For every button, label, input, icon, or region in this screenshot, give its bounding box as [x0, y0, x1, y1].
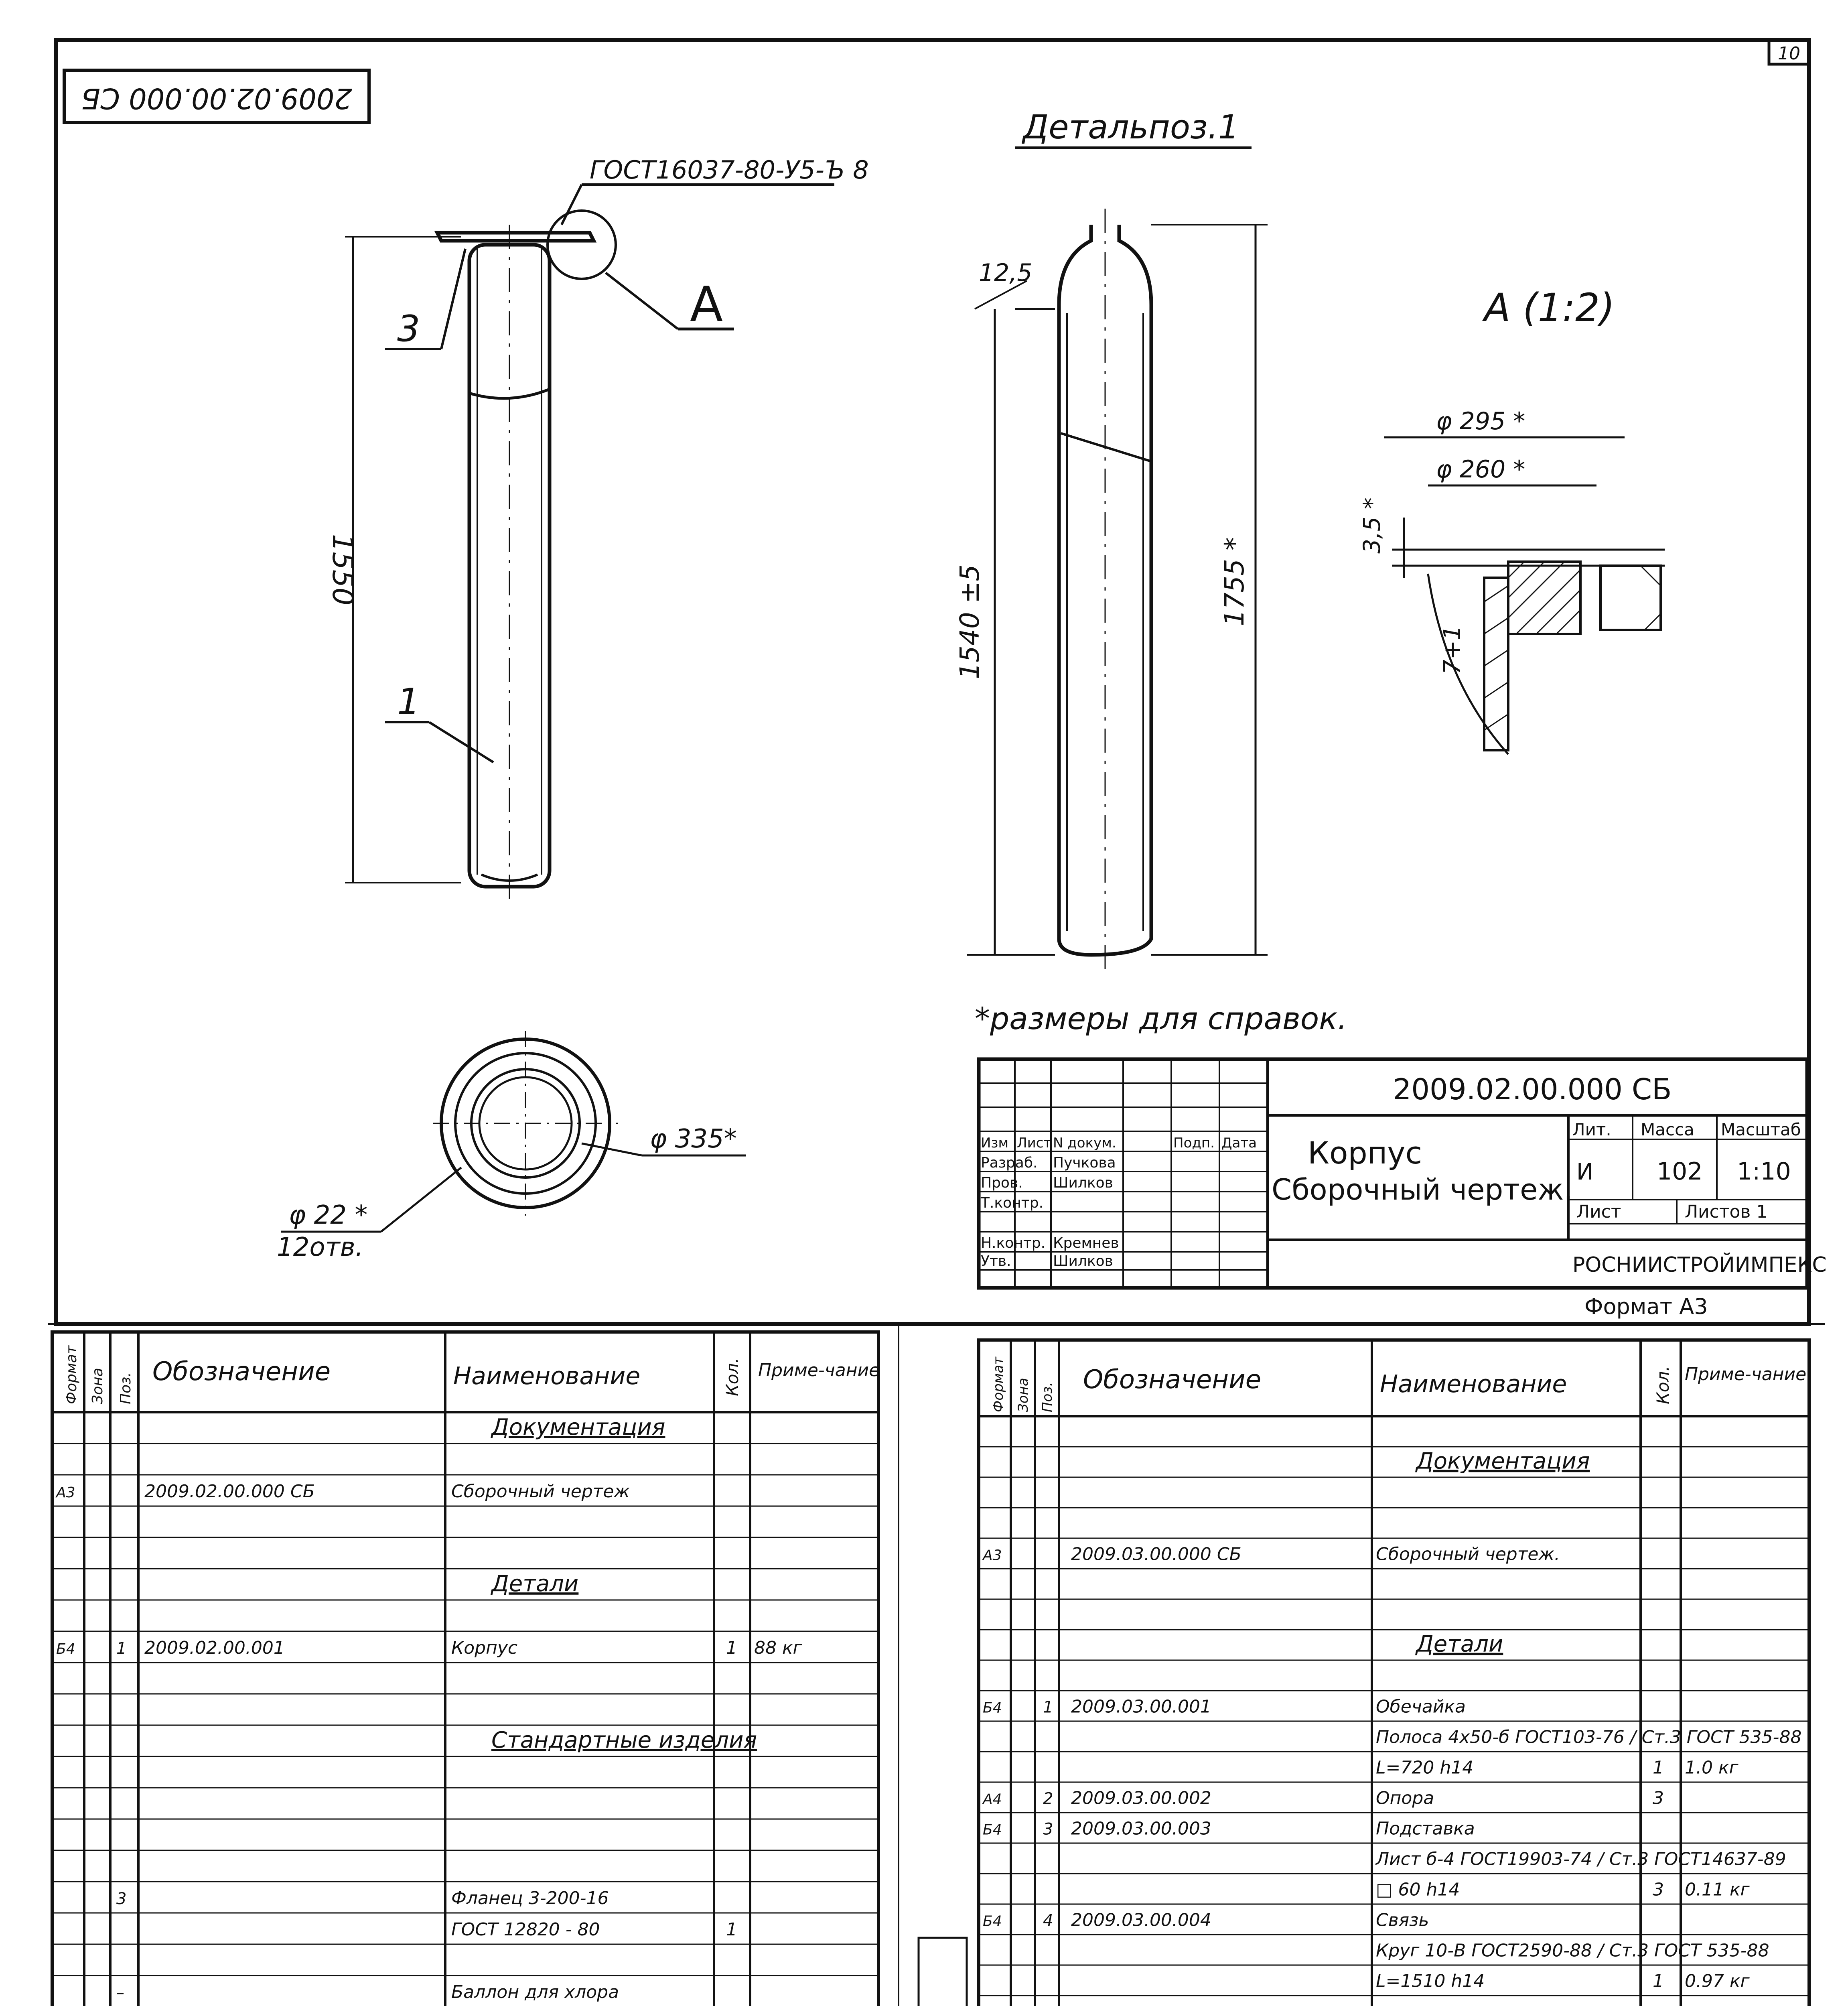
top-tb-scale: 1:10	[1737, 1157, 1791, 1186]
spec-cell-note: 0.11 кг	[1685, 1879, 1750, 1900]
detail-title: Детальпоз.1	[1023, 108, 1239, 146]
top-tb-org: РОСНИИСТРОЙИМПЕКС	[1572, 1253, 1827, 1277]
spec-cell-format: А4	[983, 1791, 1002, 1808]
spec-row	[451, 1919, 737, 1940]
top-tb-person-4: Шилков	[1053, 1253, 1113, 1269]
left-spec-table	[52, 1332, 880, 2006]
spec-cell-name: Сборочный чертеж	[451, 1481, 630, 1502]
left-h-name: Наименование	[453, 1362, 641, 1390]
body-front-view	[326, 155, 869, 899]
top-tb-h-list: Лист	[1017, 1135, 1052, 1151]
top-tb-person-3: Кремнев	[1053, 1235, 1119, 1251]
spec-row	[982, 1544, 1560, 1565]
top-tb-lit-header: Лит.	[1572, 1120, 1611, 1139]
spec-cell-note: 88 кг	[754, 1638, 802, 1659]
ring-top-view	[277, 1031, 746, 1262]
right-spec-table	[919, 1340, 1809, 2006]
spec-cell-note: 1.0 кг	[1685, 1757, 1738, 1778]
spec-cell-name: □ 60 h14	[1376, 1879, 1460, 1900]
top-tb-h-date: Дата	[1221, 1135, 1257, 1151]
top-tb-h-doc: N докум.	[1053, 1135, 1116, 1151]
spec-cell-pos: 3	[116, 1890, 127, 1909]
holes-count: 12отв.	[277, 1232, 363, 1262]
dim-1550: 1550	[326, 534, 359, 606]
spec-cell-name: Сборочный чертеж.	[1376, 1544, 1560, 1565]
spec-row	[116, 1982, 619, 2002]
reference-note: *размеры для справок.	[975, 1001, 1347, 1036]
dim-7: 7+1	[1438, 625, 1466, 675]
spec-cell-name: ГОСТ 12820 - 80	[451, 1919, 600, 1940]
top-tb-name1: Корпус	[1308, 1135, 1422, 1171]
view-a-title: А (1:2)	[1484, 285, 1615, 330]
spec-cell-pos: –	[116, 1984, 124, 2002]
spec-row	[1415, 1448, 1590, 1474]
top-tb-lit: И	[1576, 1159, 1593, 1185]
spec-row	[490, 1414, 665, 1440]
left-h-pos: Поз.	[118, 1372, 134, 1404]
spec-cell-name: Фланец 3-200-16	[451, 1888, 609, 1909]
spec-cell-format: Б4	[983, 1699, 1002, 1716]
spec-row	[1376, 1941, 1769, 1961]
spec-row	[1415, 1631, 1503, 1657]
spec-cell-name: Связь	[1376, 1910, 1429, 1931]
spec-cell-pos: 1	[1043, 1698, 1053, 1717]
right-h-designation: Обозначение	[1083, 1365, 1262, 1395]
top-tb-scale-header: Масштаб	[1721, 1120, 1801, 1139]
spec-row	[1376, 1880, 1750, 1900]
top-tb-role-2: Т.контр.	[981, 1195, 1044, 1211]
spec-cell-designation: 2009.03.00.001	[1071, 1696, 1211, 1717]
pos-label-3: 3	[397, 308, 420, 350]
spec-row	[491, 1727, 757, 1753]
spec-cell-designation: 2009.03.00.002	[1071, 1788, 1211, 1809]
spec-section-heading: Детали	[491, 1571, 579, 1597]
spec-row	[983, 1910, 1429, 1931]
spec-row	[982, 1788, 1664, 1809]
top-tb-role-4: Утв.	[981, 1253, 1011, 1269]
left-h-note: Приме-чание	[758, 1360, 880, 1381]
spec-row	[1376, 1971, 1750, 1992]
right-h-pos: Поз.	[1039, 1382, 1055, 1412]
spec-cell-format: Б4	[983, 1913, 1002, 1930]
top-tb-h-izm: Изм	[981, 1135, 1009, 1151]
spec-cell-designation: 2009.02.00.000 СБ	[144, 1481, 315, 1502]
spec-cell-designation: 2009.03.00.000 СБ	[1071, 1544, 1241, 1565]
right-h-note: Приме-чание	[1685, 1364, 1807, 1385]
spec-cell-format: Б4	[56, 1641, 75, 1658]
spec-cell-qty: 1	[1653, 1757, 1664, 1778]
spec-cell-qty: 3	[1653, 1879, 1664, 1900]
spec-cell-name: Баллон для хлора	[451, 1982, 619, 2003]
spec-row	[1376, 1758, 1739, 1778]
spec-row	[116, 1888, 609, 1909]
top-tb-mass: 102	[1657, 1157, 1703, 1186]
top-frame	[56, 40, 1809, 1324]
spec-row	[1376, 1727, 1802, 1748]
spec-row	[983, 1697, 1466, 1717]
dim-335: φ 335*	[650, 1124, 737, 1154]
left-h-qty: Кол.	[722, 1358, 742, 1396]
leader-gost: ГОСТ16037-80-У5-Ъ 8	[590, 155, 869, 185]
spec-cell-name: Полоса 4x50-б ГОСТ103-76 / Ст.3 ГОСТ 535-88	[1376, 1727, 1802, 1748]
rotated-stamp	[64, 70, 369, 122]
dim-295: φ 295 *	[1436, 407, 1525, 435]
spec-cell-pos: 3	[1043, 1820, 1053, 1839]
dim-1540: 1540 ±5	[954, 564, 985, 680]
top-tb-mass-header: Масса	[1641, 1120, 1694, 1139]
spec-cell-name: L=720 h14	[1376, 1757, 1474, 1778]
top-title-block	[979, 1059, 1827, 1319]
detail-pos1-view	[954, 108, 1268, 971]
spec-cell-qty: 3	[1653, 1788, 1664, 1809]
top-tb-role-0: Разраб.	[981, 1155, 1038, 1171]
left-spec-rows	[55, 1414, 803, 2006]
spec-cell-pos: 2	[1043, 1789, 1053, 1808]
top-tb-role-1: Пров.	[981, 1175, 1023, 1191]
right-h-zone: Зона	[1015, 1378, 1031, 1412]
right-h-name: Наименование	[1380, 1370, 1567, 1398]
dim-1755: 1755 *	[1219, 537, 1250, 626]
spec-cell-designation: 2009.02.00.001	[144, 1638, 285, 1659]
spec-cell-format: Б4	[983, 1821, 1002, 1838]
right-h-qty: Кол.	[1653, 1366, 1673, 1404]
right-spec-rows	[982, 1448, 1802, 1992]
spec-cell-pos: 4	[1043, 1911, 1053, 1930]
view-a-detail	[1358, 285, 1665, 754]
spec-cell-name: Круг 10-В ГОСТ2590-88 / Ст.3 ГОСТ 535-88	[1376, 1940, 1769, 1961]
top-tb-role-3: Н.контр.	[981, 1235, 1046, 1251]
sheet-number: 10	[1778, 43, 1800, 64]
spec-section-heading: Детали	[1416, 1631, 1503, 1657]
dim-260: φ 260 *	[1436, 455, 1525, 483]
dim-12-5: 12,5	[979, 259, 1033, 287]
spec-cell-qty: 1	[726, 1638, 737, 1659]
spec-cell-pos: 1	[116, 1639, 127, 1658]
top-tb-h-sign: Подп.	[1173, 1135, 1215, 1151]
spec-cell-name: L=1510 h14	[1376, 1971, 1485, 1992]
spec-cell-name: Подставка	[1376, 1818, 1475, 1839]
left-h-designation: Обозначение	[152, 1357, 331, 1387]
left-h-format: Формат	[63, 1345, 80, 1404]
dim-3-5: 3,5 *	[1358, 497, 1385, 554]
spec-cell-designation: 2009.03.00.003	[1071, 1818, 1211, 1839]
callout-a: А	[690, 277, 723, 333]
top-tb-designation: 2009.02.00.000 СБ	[1393, 1072, 1672, 1106]
right-h-format: Формат	[990, 1357, 1006, 1412]
dim-22: φ 22 *	[289, 1200, 368, 1230]
spec-cell-format: А3	[56, 1484, 75, 1501]
spec-cell-name: Лист б-4 ГОСТ19903-74 / Ст.3 ГОСТ14637-89	[1376, 1849, 1786, 1870]
top-tb-person-0: Пучкова	[1053, 1155, 1116, 1171]
top-tb-name2: Сборочный чертеж.	[1272, 1173, 1573, 1206]
rotated-stamp-text: 2009.02.00.000 СБ	[81, 81, 352, 115]
top-tb-person-1: Шилков	[1053, 1175, 1113, 1191]
spec-section-heading: Стандартные изделия	[491, 1727, 757, 1754]
spec-row	[55, 1481, 630, 1502]
top-tb-sheets: Листов 1	[1685, 1202, 1768, 1222]
top-tb-format: Формат А3	[1584, 1294, 1708, 1319]
spec-cell-name: Обечайка	[1376, 1696, 1466, 1717]
spec-row	[56, 1638, 803, 1658]
spec-section-heading: Документация	[491, 1414, 665, 1441]
top-tb-sheet: Лист	[1576, 1202, 1621, 1222]
spec-cell-name: Опора	[1376, 1788, 1434, 1809]
spec-row	[983, 1819, 1475, 1839]
spec-section-heading: Документация	[1416, 1448, 1590, 1474]
left-h-zone: Зона	[89, 1368, 106, 1404]
spec-cell-name: Корпус	[451, 1638, 518, 1659]
spec-cell-qty: 1	[1653, 1971, 1664, 1992]
spec-cell-note: 0.97 кг	[1685, 1971, 1750, 1992]
spec-cell-designation: 2009.03.00.004	[1071, 1910, 1211, 1931]
pos-label-1: 1	[397, 681, 420, 723]
spec-row	[490, 1571, 578, 1597]
spec-cell-format: А3	[983, 1547, 1002, 1564]
spec-row	[1375, 1849, 1786, 1870]
spec-cell-qty: 1	[726, 1919, 737, 1940]
